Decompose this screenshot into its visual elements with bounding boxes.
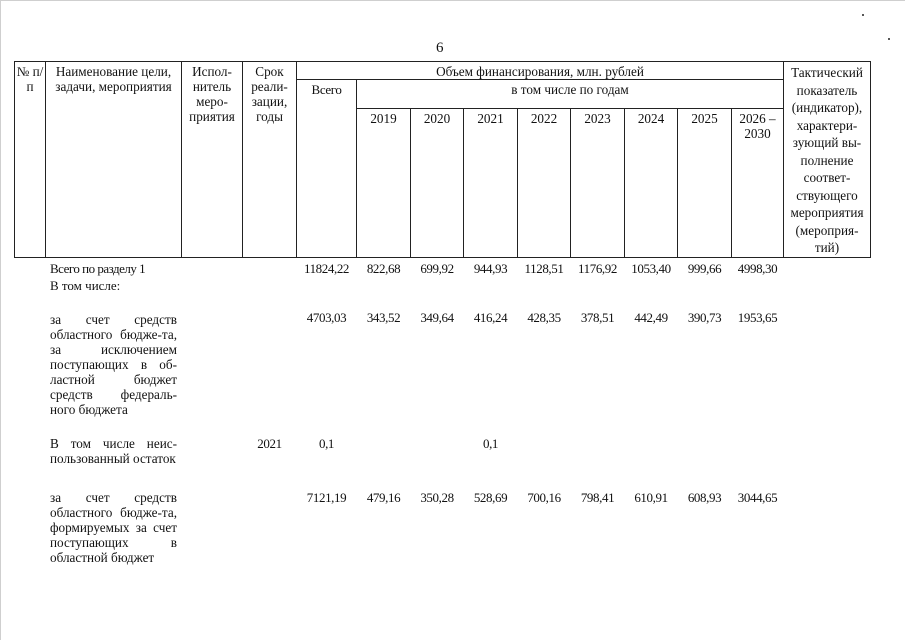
header-funding-group: Объем финансирования, млн. рублей (297, 62, 784, 80)
row-value: 1053,40 (631, 260, 671, 276)
row-value (518, 436, 571, 490)
header-year: 2026 – 2030 (732, 108, 784, 257)
row-value: 3044,65 (737, 489, 778, 505)
row-value: 528,69 (473, 489, 508, 505)
row-value (625, 436, 678, 490)
row-value: 343,52 (366, 309, 401, 325)
row-value: 798,41 (580, 489, 615, 505)
row-value: 390,73 (687, 309, 722, 325)
table-row (15, 490, 871, 580)
row-term (243, 490, 297, 580)
row-value: 4998,30 (737, 260, 778, 276)
row-value: 0,1 (482, 435, 499, 451)
row-name: за счет средств областного бюдже-та, за исключением поступающих в об-ластной бюджет средств федераль-ного бюджета (50, 311, 177, 417)
row-value: 610,91 (634, 489, 668, 505)
header-year: 2020 (411, 108, 464, 257)
row-value: 699,92 (420, 260, 454, 276)
header-name: Наименование цели, задачи, мероприятия (46, 62, 182, 258)
header-year: 2022 (518, 108, 571, 257)
row-name: Всего по разделу 1 (50, 260, 146, 276)
row-value: 1953,65 (737, 309, 778, 325)
funding-table (14, 61, 871, 580)
row-name: В том числе неис-пользованный остаток (50, 435, 177, 466)
header-term: Срок реали-зации, годы (243, 62, 297, 258)
row-value (357, 436, 411, 490)
row-value: 999,66 (687, 260, 722, 276)
header-indicator: Тактический показатель (индикатор), характери-зующий вы-полнение соответ-ствующего мероприятия (мероприя-тий) (784, 62, 871, 258)
table-row (15, 436, 871, 490)
row-value: 416,24 (473, 309, 508, 325)
row-term: 2021 (257, 435, 282, 451)
row-value (571, 436, 625, 490)
row-value (411, 436, 464, 490)
scan-edge-left (0, 0, 1, 640)
row-value: 442,49 (634, 309, 668, 325)
header-by-year-group: в том числе по годам (357, 80, 784, 109)
row-total: 0,1 (318, 435, 335, 451)
header-year: 2025 (678, 108, 732, 257)
table-row (15, 310, 871, 436)
row-value: 608,93 (687, 489, 722, 505)
header-year: 2019 (357, 108, 411, 257)
row-value (732, 436, 784, 490)
header-year: 2023 (571, 108, 625, 257)
row-name: В том числе: (50, 277, 121, 293)
row-value: 1176,92 (578, 260, 617, 276)
row-value: 479,16 (366, 489, 401, 505)
row-name: за счет средств областного бюдже-та, формируемых за счет поступающих в областной бюджет (50, 489, 177, 565)
row-value: 944,93 (473, 260, 508, 276)
table-row (15, 257, 871, 276)
row-value: 349,64 (420, 309, 454, 325)
row-term (243, 310, 297, 436)
table-row (15, 276, 871, 310)
row-value: 350,28 (420, 489, 454, 505)
page-number: 6 (436, 40, 444, 56)
row-total: 11824,22 (303, 260, 350, 276)
scan-edge-top (0, 0, 905, 1)
row-value: 428,35 (527, 309, 561, 325)
header-executor: Испол-нитель меро-приятия (182, 62, 243, 258)
header-number: № п/п (15, 62, 46, 258)
header-year: 2024 (625, 108, 678, 257)
row-value: 378,51 (580, 309, 615, 325)
row-total: 4703,03 (306, 309, 347, 325)
row-value (678, 436, 732, 490)
scan-speck (862, 14, 864, 16)
row-value: 700,16 (527, 489, 561, 505)
row-total: 7121,19 (306, 489, 347, 505)
row-value: 1128,51 (524, 260, 564, 276)
scan-speck (888, 38, 890, 40)
row-term (243, 257, 297, 276)
header-year: 2021 (464, 108, 518, 257)
row-value: 822,68 (366, 260, 401, 276)
header-total: Всего (297, 80, 357, 258)
